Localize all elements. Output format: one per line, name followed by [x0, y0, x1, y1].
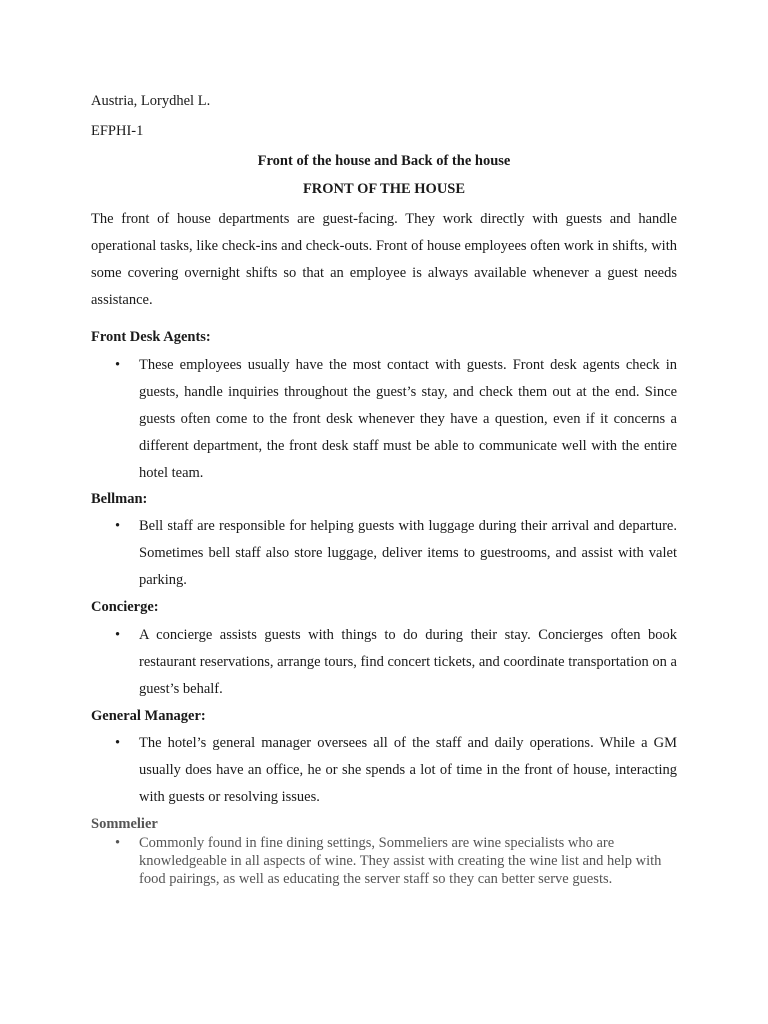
- bullet-icon: •: [115, 735, 121, 751]
- bullet-icon: •: [115, 835, 121, 851]
- role-heading-bellman: Bellman:: [91, 491, 148, 507]
- role-heading-concierge: Concierge:: [91, 599, 159, 615]
- role-description-sommelier: Commonly found in fine dining settings, Sommeliers are wine specialists who are knowledgeable in all aspects of wine. They assist with creating the wine list and help with food pairings, as well as educating the server staff so they can better serve guests.: [139, 835, 662, 887]
- intro-paragraph: The front of house departments are guest-facing. They work directly with guests and handle operational tasks, like check-ins and check-outs. Front of house employees often work in shifts, with some covering overnight shifts so that an employee is always available whenever a guest needs assistance.: [91, 211, 677, 308]
- role-description-front-desk: These employees usually have the most contact with guests. Front desk agents check in guests, handle inquiries throughout the guest’s stay, and check them out at the end. Since guests often come to the front desk whenever they have a question, even if it concerns a different department, the front desk staff must be able to communicate well with the entire hotel team.: [139, 357, 677, 481]
- role-heading-sommelier: Sommelier: [91, 816, 158, 832]
- document-subtitle: FRONT OF THE HOUSE: [302, 181, 466, 197]
- document-title: Front of the house and Back of the house: [257, 153, 511, 169]
- role-heading-front-desk: Front Desk Agents:: [91, 329, 211, 345]
- bullet-icon: •: [115, 518, 121, 534]
- role-heading-general-manager: General Manager:: [91, 708, 206, 724]
- role-description-bellman: Bell staff are responsible for helping guests with luggage during their arrival and departure. Sometimes bell staff also store luggage, deliver items to guestrooms, and assist with valet parking.: [139, 518, 677, 588]
- bullet-icon: •: [115, 627, 121, 643]
- author-name: Austria, Lorydhel L.: [91, 93, 211, 109]
- role-description-general-manager: The hotel’s general manager oversees all of the staff and daily operations. While a GM usually does have an office, he or she spends a lot of time in the front of house, interacting with guests or resolving issues.: [139, 735, 677, 805]
- section-code: EFPHI-1: [91, 123, 144, 139]
- bullet-icon: •: [115, 357, 121, 373]
- role-description-concierge: A concierge assists guests with things to do during their stay. Concierges often book restaurant reservations, arrange tours, find concert tickets, and coordinate transportation on a guest’s behalf.: [139, 627, 677, 697]
